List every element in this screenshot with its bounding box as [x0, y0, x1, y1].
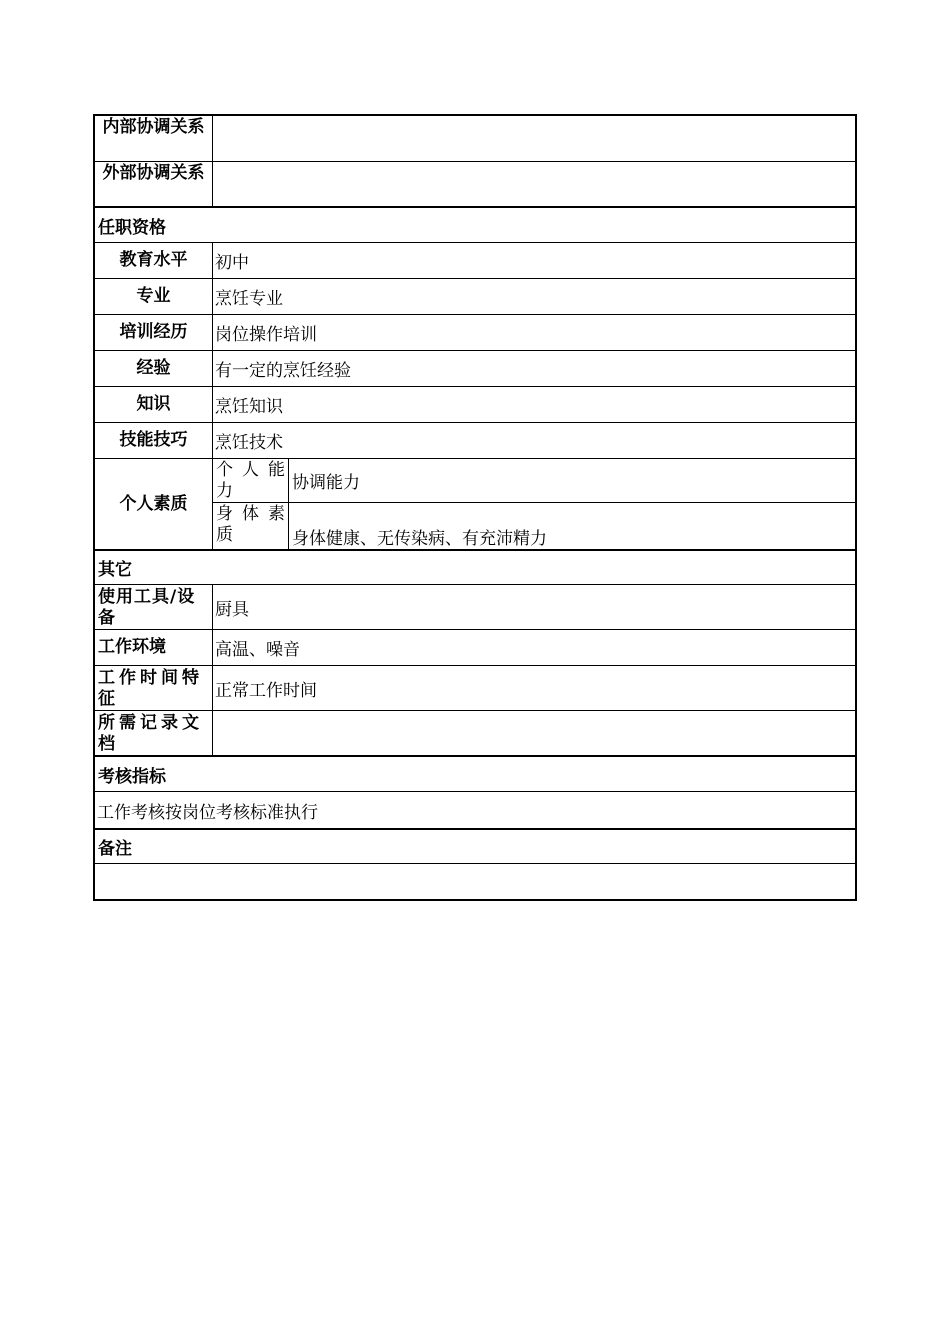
tools-row: [95, 584, 855, 629]
external-coordination-label: 外部协调关系: [95, 162, 213, 206]
external-coordination-row: [95, 161, 855, 206]
major-row: [95, 278, 855, 314]
education-label: 教育水平: [95, 243, 213, 278]
internal-coordination-label: 内部协调关系: [95, 116, 213, 161]
tools-value: 厨具: [215, 599, 249, 620]
internal-coordination-row: [95, 116, 855, 161]
qualifications-section-title: 任职资格: [98, 217, 166, 238]
physical-label: 身 体 素 质: [213, 503, 289, 549]
tools-label: 使用工具/设 备: [95, 585, 213, 629]
experience-label: 经验: [95, 351, 213, 386]
skills-label: 技能技巧: [95, 423, 213, 458]
job-description-table: [93, 114, 857, 901]
other-section-row: [95, 549, 855, 584]
skills-row: [95, 422, 855, 458]
records-label: 所需记录文 档: [95, 711, 213, 755]
remarks-section-title: 备注: [98, 839, 132, 859]
major-label: 专业: [95, 279, 213, 314]
knowledge-row: [95, 386, 855, 422]
ability-value: 协调能力: [292, 473, 360, 493]
major-value: 烹饪专业: [215, 289, 283, 309]
physical-subrow: [213, 503, 855, 549]
knowledge-label: 知识: [95, 387, 213, 422]
qualifications-section-row: [95, 206, 855, 242]
experience-value: 有一定的烹饪经验: [215, 361, 351, 381]
training-value: 岗位操作培训: [215, 325, 317, 345]
physical-value: 身体健康、无传染病、有充沛精力: [292, 529, 547, 549]
records-value: [213, 711, 855, 755]
training-label: 培训经历: [95, 315, 213, 350]
personal-quality-row: [95, 458, 855, 549]
environment-value: 高温、噪音: [215, 640, 300, 660]
assessment-section-row: [95, 755, 855, 791]
experience-row: [95, 350, 855, 386]
remarks-row: [95, 863, 855, 899]
assessment-row: [95, 791, 855, 828]
external-coordination-value: [213, 162, 855, 206]
environment-label: 工作环境: [95, 630, 213, 665]
training-row: [95, 314, 855, 350]
records-row: [95, 710, 855, 755]
remarks-value: [95, 864, 97, 899]
knowledge-value: 烹饪知识: [215, 397, 283, 417]
personal-quality-label: 个人素质: [95, 459, 213, 549]
worktime-label: 工作时间特 征: [95, 666, 213, 710]
assessment-section-title: 考核指标: [98, 766, 166, 787]
environment-row: [95, 629, 855, 665]
other-section-title: 其它: [98, 560, 132, 580]
worktime-value: 正常工作时间: [215, 680, 317, 701]
assessment-value: 工作考核按岗位考核标准执行: [97, 802, 318, 823]
personal-quality-subtable: [213, 459, 855, 549]
remarks-section-row: [95, 828, 855, 863]
internal-coordination-value: [213, 116, 855, 161]
worktime-row: [95, 665, 855, 710]
education-row: [95, 242, 855, 278]
skills-value: 烹饪技术: [215, 433, 283, 453]
ability-label: 个 人 能 力: [213, 459, 289, 502]
ability-subrow: [213, 459, 855, 503]
education-value: 初中: [215, 253, 249, 273]
